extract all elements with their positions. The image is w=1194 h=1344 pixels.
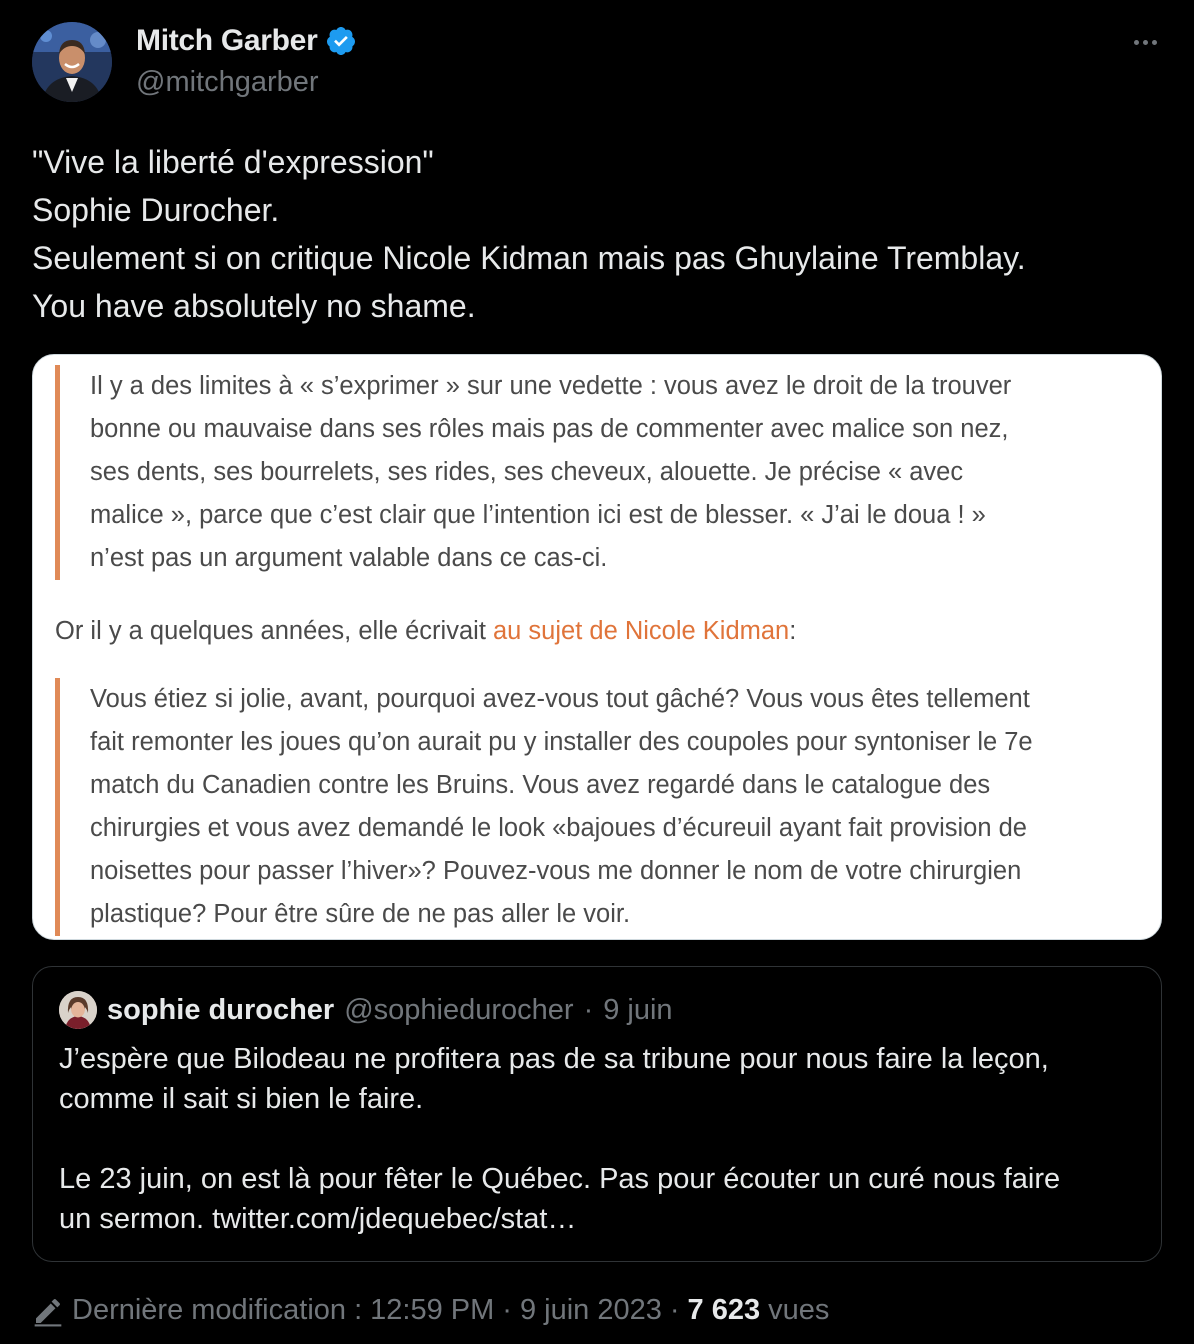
quoted-author-avatar	[59, 991, 97, 1029]
author-display-name[interactable]: Mitch Garber	[136, 24, 318, 57]
author-name-row	[136, 24, 357, 58]
image-middle-suffix: :	[789, 617, 797, 645]
edited-label[interactable]: Dernière modification :	[72, 1294, 363, 1326]
quoted-tweet-header	[59, 991, 673, 1029]
quoted-tweet-line	[59, 1119, 1139, 1159]
verified-badge-icon[interactable]	[325, 25, 357, 57]
views-label: vues	[768, 1294, 830, 1326]
quoted-tweet-date: 9 juin	[603, 993, 673, 1026]
quoted-separator: ·	[583, 993, 594, 1026]
pencil-icon	[32, 1295, 64, 1327]
image-quote-line: plastique? Pour être sûre de ne pas aller le voir.	[90, 900, 631, 928]
image-quote-block-2	[55, 678, 1033, 936]
tweet-meta	[32, 1294, 829, 1327]
image-quote-line: ses dents, ses bourrelets, ses rides, ses cheveux, alouette. Je précise « avec	[90, 458, 964, 486]
tweet-text-line: Seulement si on critique Nicole Kidman mais pas Ghuylaine Tremblay.	[32, 240, 1026, 276]
tweet-date[interactable]: 9 juin 2023	[519, 1294, 662, 1326]
image-quote-line: Vous étiez si jolie, avant, pourquoi avez-vous tout gâché? Vous vous êtes tellement	[90, 685, 1030, 713]
views-count: 7 623	[687, 1294, 761, 1326]
meta-separator: ·	[502, 1294, 512, 1326]
quoted-author-name: sophie durocher	[107, 993, 335, 1026]
quoted-tweet-body	[59, 1039, 1139, 1239]
image-quote-line: chirurgies et vous avez demandé le look «bajoues d’écureuil ayant fait provision de	[90, 814, 1027, 842]
tweet-header	[32, 22, 1162, 104]
image-quote-line: Il y a des limites à « s’exprimer » sur une vedette : vous avez le droit de la trouver	[90, 372, 1012, 400]
more-options-icon[interactable]	[1128, 30, 1162, 54]
image-quote-line: malice », parce que c’est clair que l’intention ici est de blesser. « J’ai le doua ! »	[90, 501, 986, 529]
author-handle[interactable]: @mitchgarber	[136, 66, 319, 98]
quoted-author-handle: @sophiedurocher	[344, 993, 574, 1026]
image-quote-line: match du Canadien contre les Bruins. Vous avez regardé dans le catalogue des	[90, 771, 991, 799]
tweet-text-line: "Vive la liberté d'expression"	[32, 144, 434, 180]
image-middle-link: au sujet de Nicole Kidman	[492, 617, 790, 645]
image-middle-prefix: Or il y a quelques années, elle écrivait	[55, 617, 493, 645]
image-quote-line: fait remonter les joues qu’on aurait pu y installer des coupoles pour syntoniser le 7e	[90, 728, 1033, 756]
quoted-tweet-line: Le 23 juin, on est là pour fêter le Québec. Pas pour écouter un curé nous faire	[59, 1163, 1061, 1195]
meta-separator: ·	[669, 1294, 680, 1326]
tweet-image[interactable]	[32, 354, 1162, 940]
quoted-tweet-card[interactable]	[32, 966, 1162, 1262]
quoted-tweet-line: un sermon. twitter.com/jdequebec/stat…	[59, 1203, 577, 1235]
image-quote-line: noisettes pour passer l’hiver»? Pouvez-vous me donner le nom de votre chirurgien	[90, 857, 1022, 885]
quoted-tweet-line: comme il sait si bien le faire.	[59, 1083, 424, 1115]
image-middle-line	[55, 610, 796, 653]
image-quote-line: bonne ou mauvaise dans ses rôles mais pas de commenter avec malice son nez,	[90, 415, 1009, 443]
author-avatar[interactable]	[32, 22, 112, 102]
quoted-tweet-line: J’espère que Bilodeau ne profitera pas de sa tribune pour nous faire la leçon,	[59, 1043, 1049, 1075]
tweet-text-line: You have absolutely no shame.	[32, 288, 476, 324]
tweet-text	[32, 138, 1162, 330]
image-quote-block-1	[55, 365, 1011, 580]
image-quote-line: n’est pas un argument valable dans ce cas-ci.	[90, 544, 608, 572]
tweet-text-line: Sophie Durocher.	[32, 192, 280, 228]
tweet-time[interactable]: 12:59 PM	[370, 1294, 495, 1326]
